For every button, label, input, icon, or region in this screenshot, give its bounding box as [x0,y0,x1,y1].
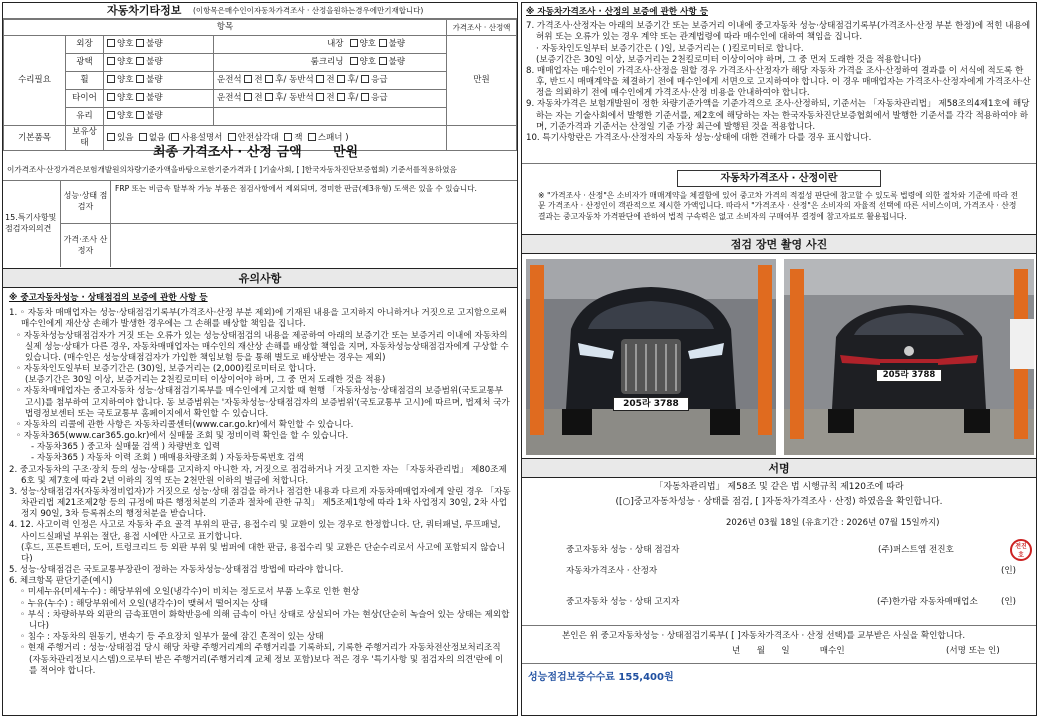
special-appraiser: 가격·조사 산정자 [61,224,111,267]
note-item: (후드, 프론트펜더, 도어, 트렁크리드 등 외판 부위 및 범퍼에 대한 판금, 용접수리 및 교환은 단순수리로서 사고에 포함되지 않습니다) [21,542,506,564]
tire-driver-front-checkbox[interactable] [244,93,252,101]
note-item: ◦ 누유(누수) : 해당부위에서 오일(냉각수)이 맺혀서 떨어지는 상태 [20,598,269,609]
note-item: 6. 체크항목 판단기준(예시) [9,576,113,587]
tire-driver-rear-checkbox[interactable] [265,93,273,101]
sign-statement [522,482,1036,509]
other-info-header [3,3,517,19]
appraisal-item: 8. 매매업자는 매수인이 가격조사·산정을 원할 경우 가격조사·산정자가 해당 자동차 가격을 조사·산정하여 결과를 이 서식에 적도록 한 후, 반드시 매매계약을 체결하기 전에 매수인에게 서면으로 고지하여야 합니다. 이 경우 매매업자는 가격조사·산정자에게 가격조사·산정을 의뢰하기 전에 매수인에게 가격조사·산정 비용을 안내하여야 합니다. [526,65,1031,99]
final-price-section [3,143,517,181]
caution-heading: ※ 중고자동차성능 · 상태점검의 보증에 관한 사항 등 [9,293,208,303]
row-gloss: 광택 [66,54,104,72]
inspection-photo-front [526,259,776,455]
other-info-title: 자동차기타정보 [107,4,182,17]
exterior-good-checkbox[interactable] [107,39,115,47]
appraiser-label: 자동차가격조사 · 산정자 [566,566,658,576]
tire-emergency-checkbox[interactable] [361,93,369,101]
glass-options: 양호 불량 [104,108,214,126]
row-exterior: 외장 [66,36,104,54]
appraisal-item: (보증기간은 30일 이상, 보증거리는 2천킬로미터 이상이어야 하며, 그 중 먼저 도래한 것을 적용합니다) [536,54,922,65]
final-price-unit: 만원 [333,145,359,160]
note-item: ◦ 자동차365(www.car365.go.kr)에서 실매물 조회 및 정비이력 확인을 할 수 있습니다. [16,431,349,442]
note-item: (보증기간은 30일 이상, 보증거리는 2천킬로미터 이상이어야 하며, 그 중 먼저 도래한 것을 적용) [25,375,386,386]
appraiser-seal-mark: (인) [1001,566,1017,576]
license-plate-rear: 205라 3788 [876,369,942,382]
note-item: - 자동차365 ) 자동차 이력 조회 ) 매매용차량조회 ) 자동차등록번호 검색 [31,453,304,464]
room-clean-options: 양호 불량 [347,54,447,72]
inspector-label: 중고자동차 성능 · 상태 점검자 [566,545,680,555]
note-item: ◦ 침수 : 자동차의 원동기, 변속기 등 주요장치 일부가 물에 잠긴 흔적이 있는 상태 [20,632,324,643]
row-glass: 유리 [66,108,104,126]
hold-yes-checkbox[interactable] [107,133,115,141]
car-rear-image [784,259,1034,455]
caution-notes [9,293,511,677]
other-info-note: (이항목은매수인이자동차가격조사 · 산정을원하는경우에만기재합니다) [193,6,424,15]
wheel-bad-checkbox[interactable] [136,75,144,83]
receipt-sign: (서명 또는 인) [946,646,1000,656]
note-item: ◦ 자동차매매업자는 중고자동차 성능·상태점검기록부를 매수인에게 고지할 때 현행 「자동차성능·상태점검의 보증범위(국토교통부 고시)를 첨부하여 고지하여야 합니다. 동 보증범위는 '자동차성능·상태점검자의 보증범위'(국토교통부 고시)에 따르며, 법제처 국가법령정보센터 또는 국토교통부 홈페이지에서 확인할 수 있습니다. [16,386,510,419]
other-info-table [3,19,517,151]
tire-good-checkbox[interactable] [107,93,115,101]
sign-line-1: 「자동차관리법」 제58조 및 같은 법 시행규칙 제120조에 따라 [654,482,904,492]
wheel-driver-front-checkbox[interactable] [244,75,252,83]
note-item: ◦ 자동차의 리콜에 관한 사항은 자동차리콜센터(www.car.go.kr)에서 확인할 수 있습니다. [16,419,354,430]
photo-title: 점검 장면 촬영 사진 [522,234,1036,254]
jack-checkbox[interactable] [284,133,292,141]
appraisal-guarantee [526,7,1032,144]
tire-pass-rear-checkbox[interactable] [337,93,345,101]
note-item: ◦ 미세누유(미세누수) : 해당부위에 오일(냉각수)이 비치는 정도로서 부품 노후로 인한 현상 [20,587,360,598]
wheel-emergency-checkbox[interactable] [361,75,369,83]
basic-label: 기본품목 [4,126,66,151]
note-item: ◦ 현재 주행거리 : 성능·상태점검 당시 해당 차량 주행거리계의 주행거리를 기록하되, 기록한 주행거리가 자동차전산정보처리조직(자동차관리정보시스템)으로부터 받은 주행거리(주행거리계 교체 정보 포함)보다 적은 경우 '특기사항 및 점검자의 의견'란에 이를 적어야 합니다. [20,643,504,676]
note-item: ◦ 자동차성능상태점검자가 거짓 또는 오류가 있는 성능상태점검의 내용을 제공하여 아래의 보증기간 또는 보증거리 이내에 자동차의 실제 성능·상태가 다른 경우, 자동차매매업자는 매수인의 재산상 손해를 배상할 책임을 지며, 자동차성능상태점검자에게 구상할 수 있습니다. (매수인은 성능상태점검자가 가입한 책임보험 등을 통해 별도로 배상받는 경우는 제외) [16,330,509,363]
price-unit: 만원 [447,36,517,126]
tire-pass-front-checkbox[interactable] [316,93,324,101]
interior-options: 양호 불량 [347,36,447,54]
notifier-label: 중고자동차 성능 · 상태 고지자 [566,597,680,607]
inspection-fee: 성능점검보증수수료 155,400원 [528,672,674,683]
row-wheel: 휠 [66,72,104,90]
receipt-date: 년 월 일 매수인 [732,646,845,656]
car-front-image [526,259,776,455]
tire-options: 양호 불량 [104,90,214,108]
row-interior: 내장 [214,36,347,54]
appraisal-item: · 자동차인도일부터 보증기간은 ( )일, 보증거리는 ( )킬로미터로 합니다. [536,43,804,54]
room-bad-checkbox[interactable] [379,57,387,65]
exterior-bad-checkbox[interactable] [136,39,144,47]
row-room-clean: 룸크리닝 [214,54,347,72]
license-plate-front: 205라 3788 [613,397,689,411]
special-inspector: 성능·상태 점검자 [61,181,111,224]
wheel-pass-front-checkbox[interactable] [316,75,324,83]
notifier-seal-mark: (인) [1001,597,1017,607]
inspector-seal: 전진 호 [1010,539,1032,561]
tire-positions: 운전석 전 후/ 동반석 전 후/ 응급 [214,90,447,108]
note-item: 2. 중고자동차의 구조·장치 등의 성능·상태를 고지하지 아니한 자, 거짓으로 점검하거나 거짓 고지한 자는 「자동차관리법」 제80조제6호 및 제7호에 따라 2년 이하의 징역 또는 2천만원 이하의 벌금에 처합니다. [9,464,507,486]
notifier-name: (주)한가람 자동차매매업소 [877,597,978,607]
appraisal-heading: ※ 자동차가격조사 · 산정의 보증에 관한 사항 등 [526,7,708,17]
tire-bad-checkbox[interactable] [136,93,144,101]
spanner-checkbox[interactable] [308,133,316,141]
triangle-checkbox[interactable] [228,133,236,141]
appraisal-item: 10. 특기사항란은 가격조사·산정자의 자동차 성능·상태에 대한 견해가 다를 경우 표시합니다. [526,132,872,143]
wheel-positions: 운전석 전 후/ 동반석 전 후/ 응급 [214,72,447,90]
repair-label: 수리필요 [4,36,66,126]
manual-checkbox[interactable] [171,133,179,141]
col-items: 항목 [4,20,447,36]
gloss-bad-checkbox[interactable] [136,57,144,65]
interior-bad-checkbox[interactable] [379,39,387,47]
wheel-pass-rear-checkbox[interactable] [337,75,345,83]
sign-title: 서명 [522,458,1036,478]
frp-note: FRP 또는 비금속 탈부착 가능 부품은 점검사항에서 제외되며, 경미한 판금(제3유형) 도색은 있을 수 있습니다. [115,184,477,193]
note-item: 1. ◦ 자동차 매매업자는 성능·상태점검기록부(가격조사·산정 부분 제외)에 기재된 내용을 고지하지 아니하거나 거짓으로 고지함으로써 매수인에게 재산상 손해가 발생한 경우에는 그 손해를 배상할 책임을 집니다. [9,308,508,330]
note-item: 5. 성능·상태점검은 국토교통부장관이 정하는 자동차성능·상태점검 방법에 따라야 합니다. [9,565,344,576]
glass-good-checkbox[interactable] [107,111,115,119]
definition-title: 자동차가격조사 · 산정이란 [677,170,881,187]
receipt-line: 본인은 위 중고자동차성능 · 상태점검기록부( [ ]자동차가격조사 · 산정 선택)를 교부받은 사실을 확인합니다. [562,631,966,641]
inspector-name: (주)퍼스트엠 전진호 [878,545,954,555]
final-price-title: 최종 가격조사 · 산정 금액 [153,145,302,160]
left-column [2,2,518,716]
col-price: 가격조사 · 산정액 [447,20,517,36]
hold-options: 있음 없음 ( 사용설명서 안전삼각대 잭 스패너 ) [104,126,447,151]
wheel-good-checkbox[interactable] [107,75,115,83]
note-item: - 자동차365 ) 중고차 실매물 검색 ) 차량번호 입력 [31,442,221,453]
special-notes-section [3,181,517,267]
hold-no-checkbox[interactable] [139,133,147,141]
note-item: ◦ 부식 : 차량하부와 외판의 금속표면이 화학반응에 의해 금속이 아닌 상태로 상실되어 가는 현상(단순히 녹슬어 있는 상태는 제외합니다) [20,609,510,631]
inspection-photo-rear [784,259,1034,455]
interior-good-checkbox[interactable] [350,39,358,47]
special-label: 15.특기사항및 점검자의의견 [3,181,61,267]
note-item: 4. 12. 사고이력 인정은 사고로 자동차 주요 골격 부위의 판금, 용접수리 및 교환이 있는 경우로 한정합니다. 단, 쿼터패널, 루프패널, 사이드실패널 부위는 절단, 용접 시에만 사고로 표기합니다. [9,520,501,542]
wheel-driver-rear-checkbox[interactable] [265,75,273,83]
caution-title: 유의사항 [3,268,517,288]
final-price-note: 이가격조사·산정가격은보험개발원의차량기준가액을바탕으로한기준가격과 [ ]기술사회, [ ]한국자동차진단보증협회) 기준서를적용하였음 [7,165,457,174]
appraisal-item: 7. 가격조사·산정자는 아래의 보증기간 또는 보증거리 이내에 중고자동차 성능·상태점검기록부(가격조사·산정 부분 한정)에 적힌 내용에 허위 또는 오류가 있는 경우 계약 또는 관계법령에 따라 매수인에 대하여 책임을 집니다. [526,21,1031,43]
sign-line-2: ([○]중고자동차성능 · 상태를 점검, [ ]자동차가격조사 · 산정) 하였음을 확인합니다. [615,496,943,507]
note-item: ◦ 자동차인도일부터 보증기간은 (30)일, 보증거리는 (2,000)킬로미터로 합니다. [16,364,317,375]
appraisal-item: 9. 자동차가격은 보험개발원이 정한 차량기준가액을 기준가격으로 조사·산정하되, 기준서는 「자동차관리법」 제58조의4제1호에 해당하는 자는 기술사회에서 발행한 기준서를, 제2호에 해당하는 자는 한국자동차진단보증협회에서 발행한 기준서를 각각 적용하여야 하며, 기준가격과 기준서는 산정일 기준 가장 최근에 발행된 것을 적용합니다. [526,99,1030,132]
glass-bad-checkbox[interactable] [136,111,144,119]
right-column [521,2,1037,716]
definition-text: ※ "가격조사 · 산정"은 소비자가 매매계약을 체결함에 있어 중고차 가격의 적절성 판단에 참고할 수 있도록 법령에 의한 절차와 기준에 따라 전문 가격조사 · 산정인이 객관적으로 제시한 가액입니다. 따라서 "가격조사 · 산정"은 소비자의 자율적 선택에 따른 서비스이며, 가격조사 · 산정 결과는 중고자동차 가격판단에 관하여 법적 구속력은 없고 소비자의 구매여부 결정에 참고자료로 활용됩니다. [538,191,1018,221]
wheel-options: 양호 불량 [104,72,214,90]
row-hold: 보유상태 [66,126,104,151]
row-tire: 타이어 [66,90,104,108]
definition-section [522,163,1036,233]
exterior-options: 양호 불량 [104,36,214,54]
sign-date: 2026년 03월 18일 (유효기간 : 2026년 07월 15일까지) [726,518,940,528]
gloss-good-checkbox[interactable] [107,57,115,65]
gloss-options: 양호 불량 [104,54,214,72]
note-item: 3. 성능·상태점검자(자동차정비업자)가 거짓으로 성능·상태 점검을 하거나 점검한 내용과 다르게 자동차매매업자에게 알린 경우 「자동차관리법 제21조제2항 등의 규정에 따른 행정처분의 기준과 절차에 관한 규칙」 제5조제1항에 따라 1차 사업정지 30일, 2차 사업정지 90일, 3차 등록취소의 행정처분을 받습니다. [9,486,511,520]
room-good-checkbox[interactable] [350,57,358,65]
